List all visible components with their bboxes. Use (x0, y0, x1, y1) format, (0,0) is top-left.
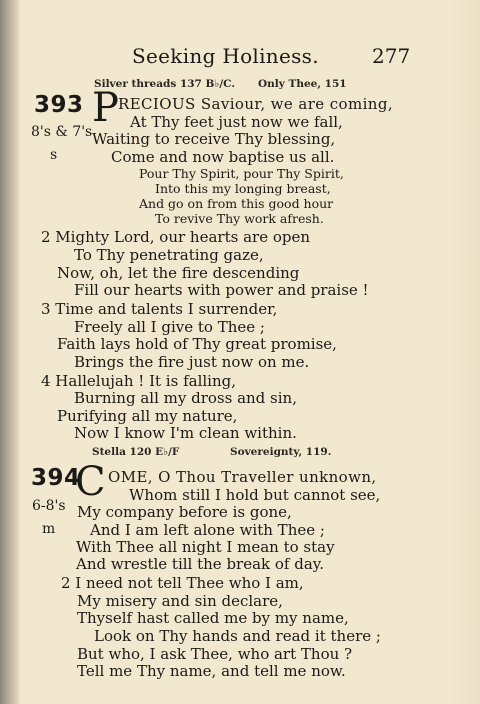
verse-line: Look on Thy hands and read it there ; (94, 627, 381, 645)
verse-line: With Thee all night I mean to stay (76, 538, 335, 556)
verse-line: Whom still I hold but cannot see, (129, 486, 381, 504)
chorus-line: Pour Thy Spirit, pour Thy Spirit, (139, 166, 344, 181)
page-edge-shade (450, 0, 480, 704)
verse-line: And wrestle till the break of day. (76, 555, 325, 573)
verse-line: Burning all my dross and sin, (74, 389, 297, 407)
verse-line: 3 Time and talents I surrender, (41, 300, 278, 318)
verse-line: Tell me Thy name, and tell me now. (77, 662, 346, 680)
verse-line: Faith lays hold of Thy great promise, (57, 335, 337, 353)
page-title: Seeking Holiness. (132, 44, 319, 68)
verse-line: My misery and sin declare, (77, 592, 283, 610)
tune-reference-left: Stella 120 E♭/F (92, 446, 180, 458)
hymn-meter: 6-8's (32, 498, 66, 514)
verse-line: Waiting to receive Thy blessing, (92, 130, 336, 148)
hymn-first-line: OME, O Thou Traveller unknown, (108, 468, 377, 486)
drop-cap: P (92, 85, 119, 131)
verse-line: Thyself hast called me by my name, (77, 609, 349, 627)
hymn-number: 393 (34, 92, 84, 118)
verse-line: Come and now baptise us all. (111, 148, 335, 166)
verse-line: 2 I need not tell Thee who I am, (61, 574, 304, 592)
verse-line: 4 Hallelujah ! It is falling, (41, 372, 236, 390)
verse-line: Fill our hearts with power and praise ! (74, 281, 369, 299)
hymn-mark: s (50, 147, 58, 163)
verse-line: At Thy feet just now we fall, (130, 113, 343, 131)
verse-line: Freely all I give to Thee ; (74, 318, 265, 336)
hymn-number: 394 (31, 465, 81, 491)
verse-line: My company before is gone, (77, 503, 292, 521)
verse-line: And I am left alone with Thee ; (90, 521, 325, 539)
verse-line: 2 Mighty Lord, our hearts are open (41, 228, 311, 246)
chorus-line: Into this my longing breast, (155, 181, 331, 196)
chorus-line: And go on from this good hour (139, 196, 334, 211)
hymn-meter: 8's & 7's (31, 124, 93, 140)
tune-reference-left: Silver threads 137 B♭/C. (94, 78, 236, 90)
tune-reference-right: Only Thee, 151 (258, 78, 347, 90)
verse-line: Now, oh, let the fire descending (57, 264, 300, 282)
page-number: 277 (372, 44, 411, 68)
verse-line: Purifying all my nature, (57, 407, 238, 425)
hymn-mark: m (42, 521, 56, 537)
chorus-line: To revive Thy work afresh. (155, 211, 324, 226)
verse-line: Brings the fire just now on me. (74, 353, 310, 371)
verse-line: To Thy penetrating gaze, (74, 246, 264, 264)
page-gutter-shadow (0, 0, 20, 704)
verse-line: But who, I ask Thee, who art Thou ? (77, 645, 353, 663)
hymn-first-line: RECIOUS Saviour, we are coming, (118, 95, 393, 113)
verse-line: Now I know I'm clean within. (74, 424, 297, 442)
tune-reference-right: Sovereignty, 119. (230, 446, 332, 458)
drop-cap: C (75, 459, 106, 505)
